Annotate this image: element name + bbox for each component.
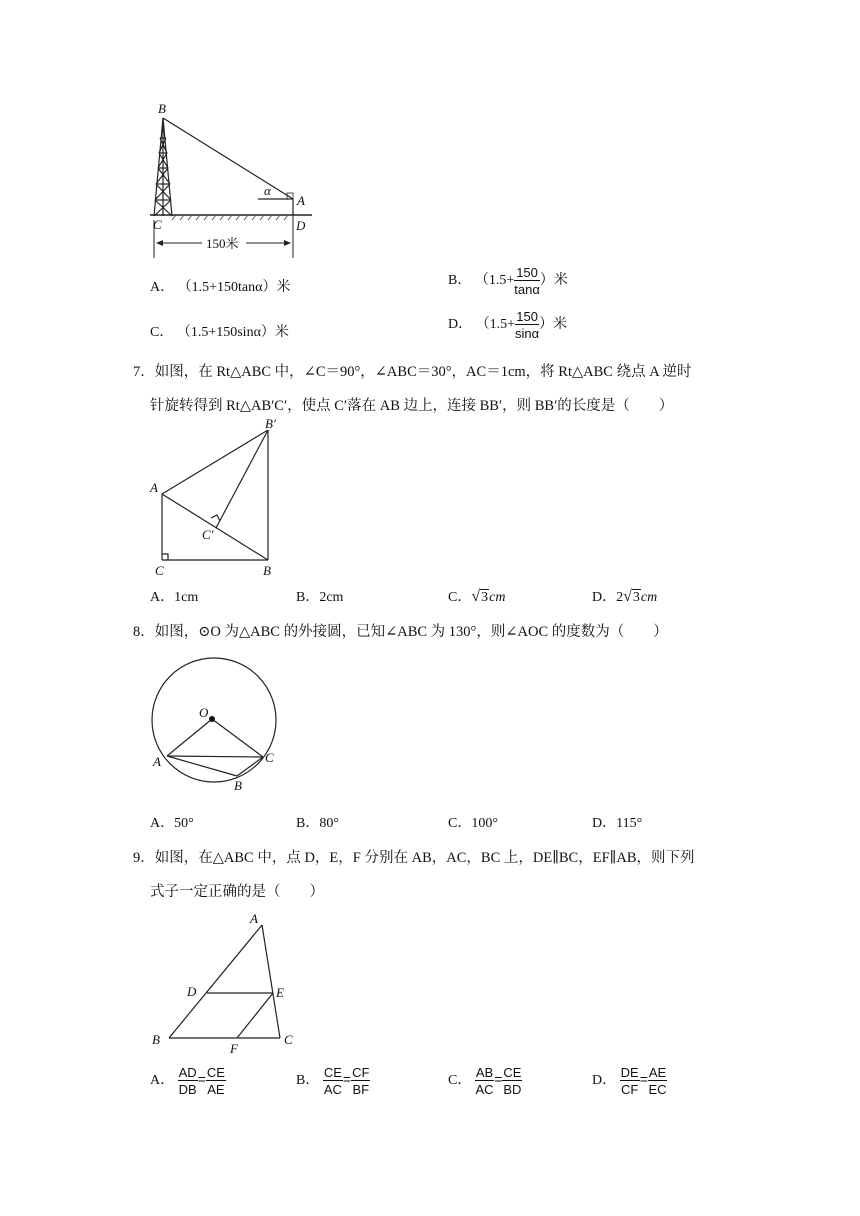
label-B: B	[158, 101, 166, 116]
q9-option-b[interactable]	[296, 1066, 370, 1096]
q9-option-c[interactable]	[448, 1066, 522, 1096]
fraction-denominator: EC	[648, 1082, 667, 1097]
q7-text-line2: 针旋转得到 Rt△AB′C′，使点 C′落在 AB 边上，连接 BB′，则 BB′的长度是（ ）	[150, 398, 674, 414]
label-A: A	[250, 911, 258, 926]
q9-option-d[interactable]	[592, 1066, 667, 1096]
label-C-prime: C′	[202, 527, 214, 542]
q6-option-a[interactable]	[150, 276, 290, 296]
radicand: 3	[481, 590, 489, 605]
option-letter: C．	[448, 590, 472, 605]
q8-figure	[145, 645, 285, 795]
q6-option-d[interactable]	[448, 310, 567, 340]
option-fraction	[515, 310, 539, 340]
label-B: B	[263, 563, 271, 578]
option-letter: C．	[448, 1073, 472, 1089]
option-prefix: （1.5+	[474, 273, 515, 289]
option-letter: A．	[150, 1073, 175, 1089]
label-D: D	[187, 984, 197, 999]
label-A: A	[297, 193, 305, 208]
q7-text-line1: 7．如图，在 Rt△ABC 中，∠C＝90°，∠ABC＝30°，AC＝1cm，将 Rt△ABC 绕点 A 逆时	[133, 364, 692, 380]
fraction-denominator: CF	[620, 1082, 639, 1097]
fraction-denominator: tanα	[514, 282, 540, 297]
label-E: E	[276, 985, 284, 1000]
fraction-denominator: AC	[323, 1082, 342, 1097]
fraction-denominator: BF	[352, 1082, 370, 1097]
q9-option-a[interactable]	[150, 1066, 226, 1096]
fraction-numerator: AE	[648, 1065, 667, 1080]
fraction-numerator: 150	[516, 309, 538, 324]
fraction-right	[351, 1066, 370, 1096]
q8-option-b[interactable]: B．80°	[296, 816, 339, 831]
fraction-left	[620, 1066, 640, 1096]
label-O: O	[199, 705, 209, 720]
q7-option-b[interactable]: B．2cm	[296, 590, 344, 605]
label-C: C	[265, 750, 274, 765]
label-C: C	[155, 563, 164, 578]
fraction-denominator: DB	[178, 1082, 197, 1097]
fraction-numerator: DE	[620, 1065, 639, 1080]
option-letter: B．	[296, 1073, 320, 1089]
fraction-numerator: AB	[475, 1065, 494, 1080]
q6-option-c[interactable]	[150, 321, 289, 341]
label-B-prime: B′	[265, 418, 276, 431]
fraction-denominator: sinα	[515, 326, 540, 341]
label-B: B	[152, 1032, 160, 1047]
option-letter: C．	[150, 325, 174, 340]
unit: cm	[640, 590, 658, 605]
fraction-numerator: CE	[503, 1065, 522, 1080]
option-suffix: ）米	[539, 317, 568, 333]
label-B: B	[234, 778, 242, 793]
fraction-numerator: AD	[178, 1065, 197, 1080]
label-C: C	[284, 1032, 293, 1047]
option-letter: D．	[448, 317, 473, 333]
label-C: C	[153, 217, 162, 232]
equals-sign: =	[639, 1071, 648, 1088]
option-text: （1.5+150sinα）米	[176, 325, 289, 340]
label-alpha: α	[264, 183, 271, 198]
radicand: 3	[632, 590, 640, 605]
fraction-right	[206, 1066, 226, 1096]
label-A: A	[150, 480, 158, 495]
q7-option-c[interactable]	[448, 586, 505, 606]
fraction-left	[323, 1066, 343, 1096]
option-letter: D．2	[592, 590, 624, 605]
q7-figure	[145, 418, 285, 578]
fraction-denominator: AC	[475, 1082, 494, 1097]
q6-option-b[interactable]	[448, 266, 568, 296]
q7-option-d[interactable]	[592, 586, 657, 606]
label-A: A	[153, 754, 161, 769]
q8-option-c[interactable]: C．100°	[448, 816, 498, 831]
equals-sign: =	[342, 1071, 352, 1088]
option-text: （1.5+150tanα）米	[177, 280, 291, 295]
fraction-left	[475, 1066, 494, 1096]
q8-option-d[interactable]: D．115°	[592, 816, 643, 831]
fraction-numerator: CF	[352, 1065, 370, 1080]
fraction-left	[178, 1066, 198, 1096]
q7-option-a[interactable]: A．1cm	[150, 590, 199, 605]
equals-sign: =	[197, 1071, 206, 1088]
sqrt-symbol: √3	[471, 588, 489, 605]
label-distance: 150米	[206, 236, 239, 251]
q9-figure	[145, 905, 305, 1055]
fraction-numerator: CE	[206, 1065, 225, 1080]
fraction-numerator: CE	[323, 1065, 342, 1080]
q8-text-line1: 8．如图，⊙O 为△ABC 的外接圆，已知∠ABC 为 130°，则∠AOC 的度数为（ ）	[133, 624, 668, 640]
tower-figure	[140, 98, 330, 260]
fraction-right	[502, 1066, 522, 1096]
option-prefix: （1.5+	[475, 317, 516, 333]
fraction-right	[648, 1066, 667, 1096]
q9-text-line1: 9．如图，在△ABC 中，点 D，E，F 分别在 AB，AC，BC 上，DE∥BC，EF∥AB，则下列	[133, 850, 695, 866]
sqrt-symbol: √3	[623, 588, 640, 605]
option-letter: B．	[448, 273, 472, 289]
equals-sign: =	[494, 1071, 503, 1088]
label-D: D	[296, 218, 306, 233]
unit: cm	[489, 590, 506, 605]
option-suffix: ）米	[539, 273, 568, 289]
fraction-denominator: AE	[207, 1082, 225, 1097]
q9-text-line2: 式子一定正确的是（ ）	[150, 884, 324, 900]
label-F: F	[230, 1041, 238, 1055]
option-letter: D．	[592, 1073, 617, 1089]
q8-option-a[interactable]: A．50°	[150, 816, 194, 831]
option-fraction	[514, 266, 540, 296]
option-letter: A．	[150, 280, 175, 295]
fraction-denominator: BD	[503, 1082, 522, 1097]
fraction-numerator: 150	[516, 265, 538, 280]
